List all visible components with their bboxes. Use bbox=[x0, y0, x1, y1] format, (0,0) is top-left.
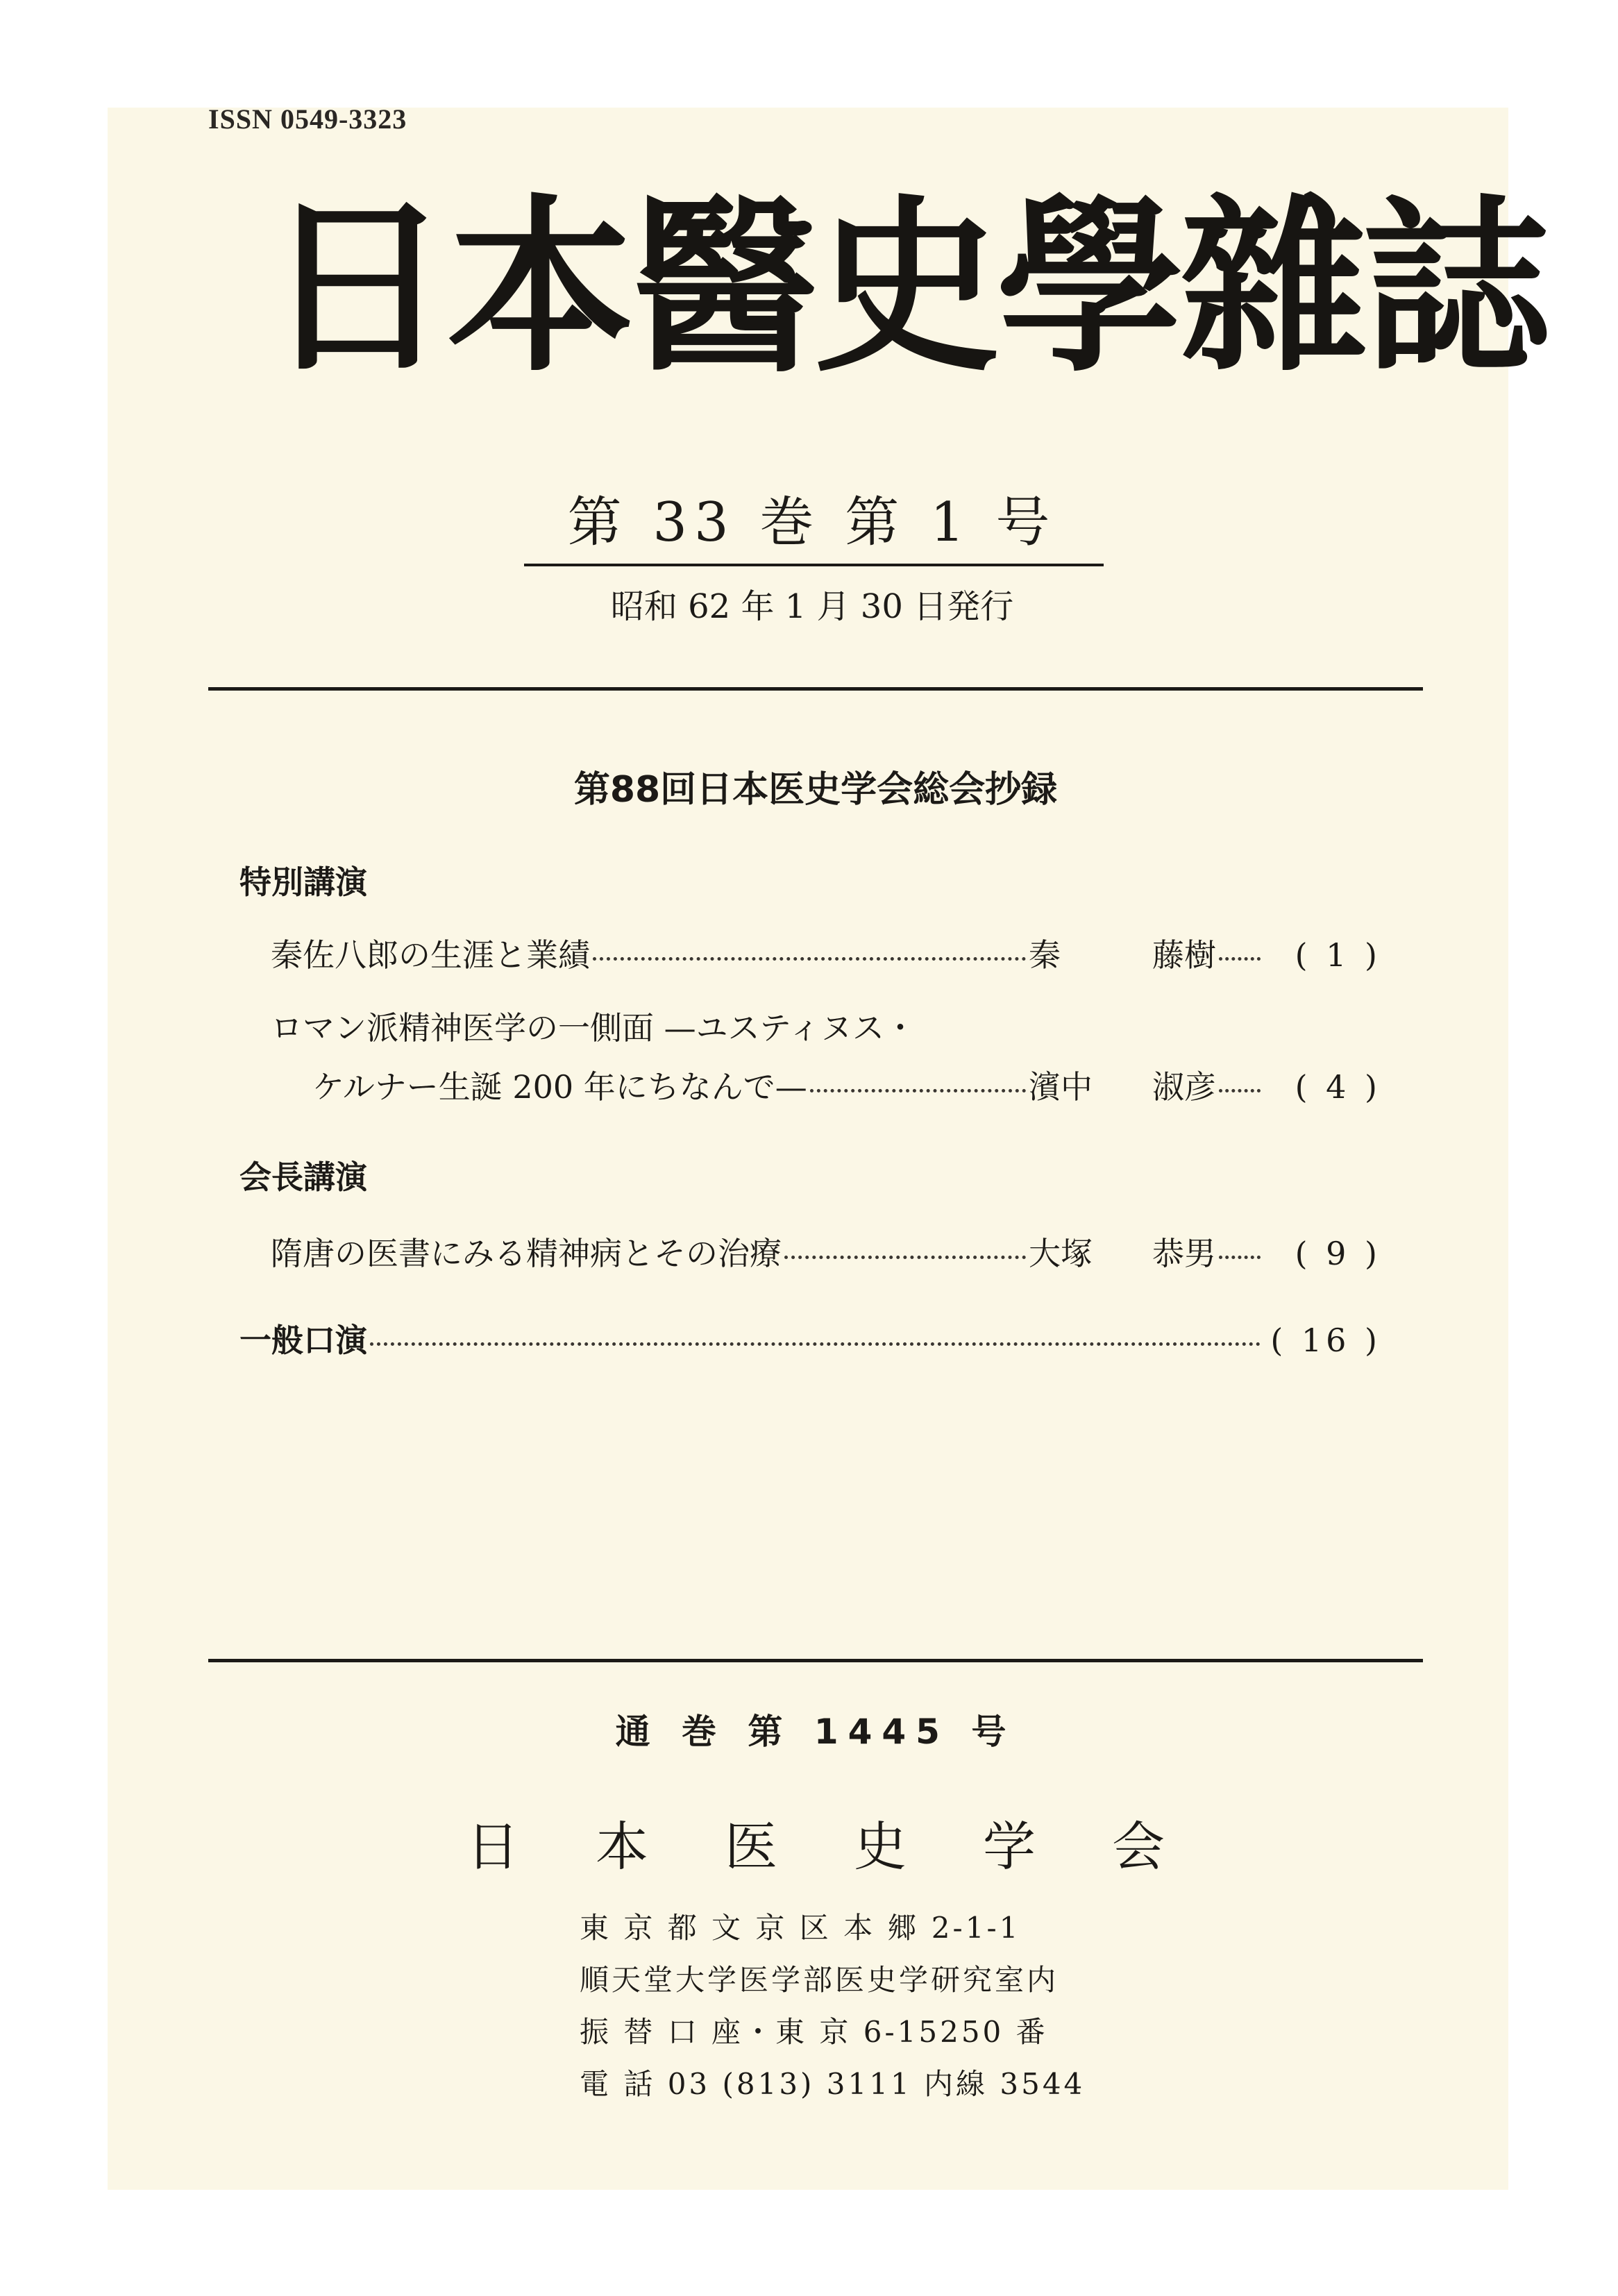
entry-page: ( 1 ) bbox=[1295, 936, 1381, 974]
entry-author bbox=[1029, 1229, 1216, 1274]
toc-entry[interactable] bbox=[271, 1229, 1381, 1270]
entry-title: 秦佐八郎の生涯と業績 bbox=[271, 936, 590, 974]
top-divider bbox=[208, 687, 1423, 691]
issn-label: ISSN 0549-3323 bbox=[208, 103, 407, 135]
journal-title: 日本醫史學雜誌 bbox=[264, 178, 1547, 397]
entry-title: ケルナー生誕 200 年にちなんで— bbox=[312, 1068, 807, 1106]
entry-author bbox=[1029, 1062, 1216, 1108]
section-title: 第88回日本医史学会総会抄録 bbox=[573, 769, 1058, 811]
leader-dots bbox=[810, 1074, 1026, 1092]
toc-entry[interactable] bbox=[271, 930, 1381, 972]
volume-issue: 第 33 巻 第 1 号 bbox=[567, 491, 1057, 554]
entry-title: 隋唐の医書にみる精神病とその治療 bbox=[271, 1235, 782, 1272]
author-given: 藤樹 bbox=[1152, 936, 1216, 974]
entry-title-line1: ロマン派精神医学の一側面 —ユスティヌス・ bbox=[271, 1009, 917, 1047]
entry-page: ( 9 ) bbox=[1295, 1235, 1381, 1272]
publication-date: 昭和 62 年 1 月 30 日発行 bbox=[610, 587, 1014, 626]
author-given: 恭男 bbox=[1152, 1235, 1216, 1272]
leader-dots bbox=[593, 942, 1026, 961]
author-family: 濱中 bbox=[1029, 1068, 1093, 1106]
leader-dots bbox=[370, 1327, 1261, 1346]
heading-general-presentations: 一般口演 bbox=[239, 1322, 367, 1359]
author-family: 大塚 bbox=[1029, 1235, 1093, 1272]
leader-dots bbox=[784, 1240, 1026, 1259]
leader-dots bbox=[1219, 1074, 1261, 1092]
serial-number: 通 巻 第 1445 号 bbox=[615, 1712, 1016, 1752]
address-line: 順天堂大学医学部医史学研究室内 bbox=[580, 1963, 1059, 1997]
entry-page: ( 4 ) bbox=[1295, 1068, 1381, 1106]
bottom-divider bbox=[208, 1659, 1423, 1662]
leader-dots bbox=[1219, 1240, 1261, 1259]
leader-dots bbox=[1219, 942, 1261, 961]
heading-president-lecture: 会長講演 bbox=[239, 1158, 367, 1196]
address-line: 電 話 03 (813) 3111 内線 3544 bbox=[580, 2067, 1086, 2101]
society-name: 日本医史学会 bbox=[466, 1816, 1241, 1877]
toc-entry[interactable] bbox=[312, 1062, 1381, 1104]
author-family: 秦 bbox=[1029, 936, 1061, 974]
address-line: 振 替 口 座・東 京 6-15250 番 bbox=[580, 2015, 1048, 2049]
entry-author bbox=[1029, 930, 1216, 976]
author-given: 淑彦 bbox=[1152, 1068, 1216, 1106]
address-line: 東 京 都 文 京 区 本 郷 2-1-1 bbox=[580, 1911, 1021, 1945]
entry-page: ( 16 ) bbox=[1270, 1322, 1381, 1359]
heading-special-lecture: 特別講演 bbox=[239, 863, 367, 901]
toc-entry[interactable] bbox=[239, 1315, 1381, 1357]
volume-underline bbox=[524, 564, 1104, 566]
